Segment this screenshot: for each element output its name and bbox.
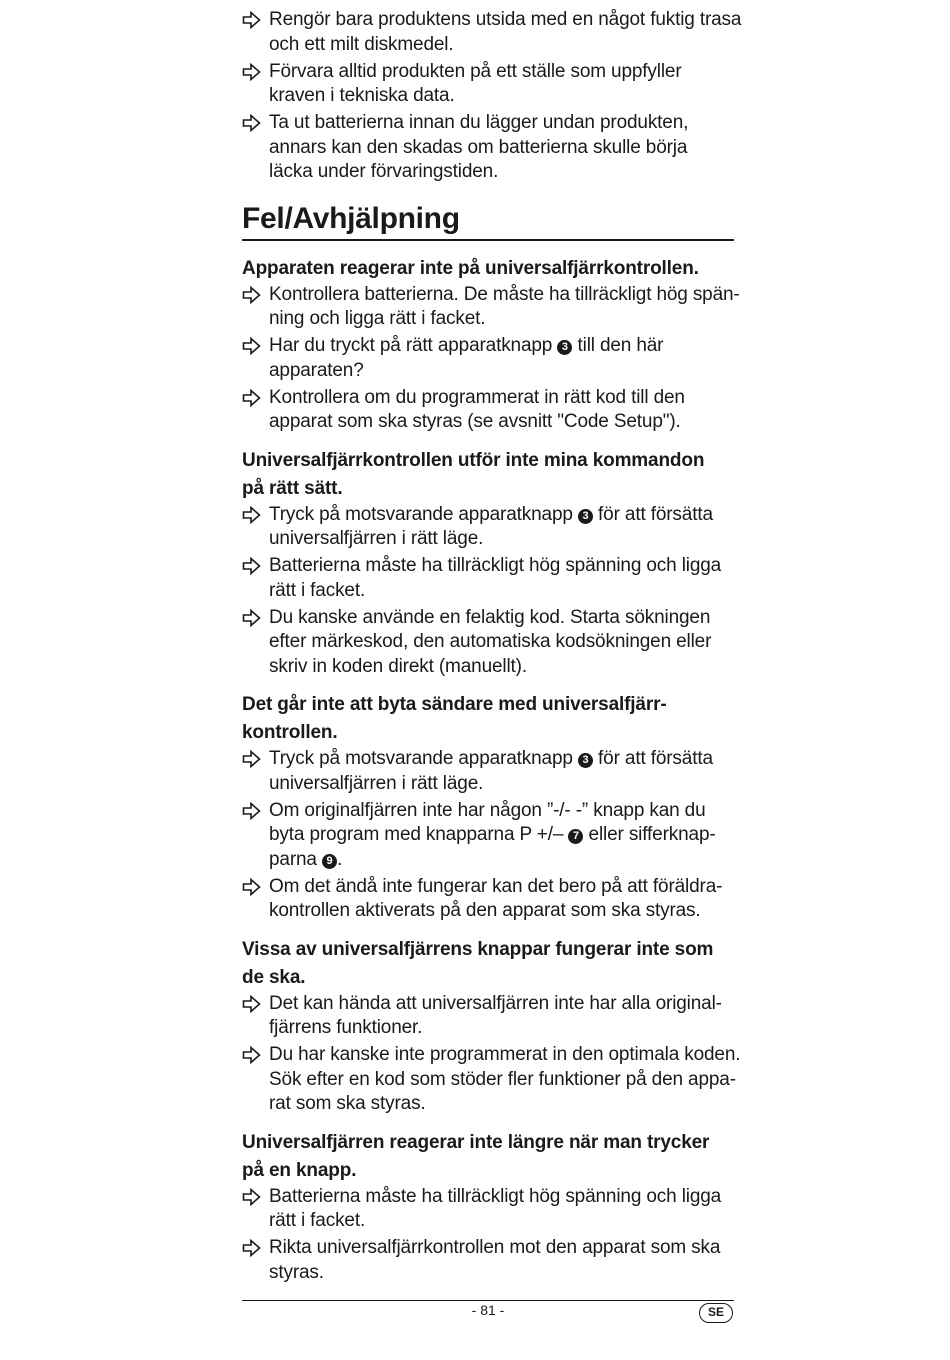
reference-number-badge: 3: [557, 340, 572, 355]
issue-heading: [242, 1129, 734, 1185]
text-line: Tryck på motsvarande apparatknapp 3 för att försätta: [269, 503, 713, 525]
bullet-item: [242, 1043, 741, 1117]
text-line: Rikta universalfjärrkontrollen mot den apparat som ska: [269, 1237, 721, 1258]
text-line: de ska.: [242, 966, 306, 988]
text-line: fjärrens funktioner.: [269, 1017, 423, 1038]
bullet-item: [242, 386, 734, 435]
text-line: Tryck på motsvarande apparatknapp 3 för att försätta: [269, 748, 713, 769]
text-line: Universalfjärrkontrollen utför inte mina kommandon: [242, 449, 705, 471]
text-line: parna 9 .: [269, 848, 343, 870]
text-line: och ett milt diskmedel.: [269, 33, 454, 55]
text-line: Kontrollera batterierna. De måste ha tillräckligt hög spän-: [269, 283, 740, 305]
text-line: kontrollen aktiverats på den apparat som ska styras.: [269, 900, 701, 921]
issue-heading: [242, 255, 734, 283]
text-line: Om originalfjärren inte har någon ”-/- -” knapp kan du: [269, 799, 706, 821]
text-line: Ta ut batterierna innan du lägger undan produkten,: [269, 112, 689, 133]
text-line: rätt i facket.: [269, 1210, 366, 1231]
text-line: skriv in koden direkt (manuellt).: [269, 655, 527, 677]
issue-group: [242, 936, 741, 1117]
text-line: på rätt sätt.: [242, 477, 343, 499]
arrow-right-icon: [242, 607, 262, 629]
text-line: kontrollen.: [242, 722, 338, 743]
language-badge: SE: [699, 1303, 733, 1323]
bullet-item: [242, 875, 734, 924]
bullet-item: [242, 111, 734, 185]
text-line: rätt i facket.: [269, 579, 366, 601]
text-line: Batterierna måste ha tillräckligt hög spänning och ligga: [269, 555, 722, 576]
text-line: Sök efter en kod som stöder fler funktioner på den appa-: [269, 1068, 736, 1090]
arrow-right-icon: [242, 1044, 262, 1066]
bullet-item: [242, 606, 734, 680]
arrow-right-icon: [242, 387, 262, 409]
text-line: Det kan hända att universalfjärren inte har alla original-: [269, 992, 722, 1014]
text-line: annars kan den skadas om batterierna skulle börja: [269, 136, 688, 158]
troubleshooting-list: [242, 255, 741, 1286]
issue-group: [242, 691, 734, 924]
text-line: Har du tryckt på rätt apparatknapp 3 till den här: [269, 335, 664, 356]
issue-group: [242, 255, 740, 435]
text-line: Förvara alltid produkten på ett ställe som uppfyller: [269, 60, 682, 82]
reference-number-badge: 7: [568, 829, 583, 844]
bullet-item: [242, 747, 734, 796]
text-line: Du har kanske inte programmerat in den optimala koden.: [269, 1044, 741, 1065]
issue-group: [242, 447, 734, 680]
arrow-right-icon: [242, 504, 262, 526]
text-line: rat som ska styras.: [269, 1093, 426, 1114]
arrow-right-icon: [242, 61, 262, 83]
text-line: Kontrollera om du programmerat in rätt kod till den: [269, 386, 685, 408]
text-line: Universalfjärren reagerar inte längre när man trycker: [242, 1131, 710, 1153]
bullet-item: [242, 8, 742, 57]
section-title: Fel/Avhjälpning: [242, 201, 734, 241]
text-line: styras.: [269, 1261, 324, 1283]
arrow-right-icon: [242, 876, 262, 898]
text-line: efter märkeskod, den automatiska kodsökningen eller: [269, 631, 712, 652]
arrow-right-icon: [242, 1186, 262, 1208]
reference-number-badge: 9: [322, 854, 337, 869]
text-line: byta program med knapparna P +/– 7 eller sifferknap-: [269, 824, 716, 845]
arrow-right-icon: [242, 335, 262, 357]
text-line: kraven i tekniska data.: [269, 85, 455, 106]
bullet-item: [242, 992, 734, 1041]
issue-heading: [242, 691, 734, 747]
arrow-right-icon: [242, 800, 262, 822]
arrow-right-icon: [242, 9, 262, 31]
text-line: Du kanske använde en felaktig kod. Starta sökningen: [269, 606, 711, 628]
text-line: apparaten?: [269, 359, 364, 381]
bullet-item: [242, 334, 734, 383]
bullet-item: [242, 283, 740, 332]
text-line: ning och ligga rätt i facket.: [269, 308, 486, 329]
page-number: - 81 -: [471, 1302, 505, 1318]
text-line: apparat som ska styras (se avsnitt "Code Setup").: [269, 411, 681, 432]
arrow-right-icon: [242, 112, 262, 134]
arrow-right-icon: [242, 993, 262, 1015]
issue-group: [242, 1129, 734, 1286]
text-line: läcka under förvaringstiden.: [269, 161, 499, 182]
text-line: Vissa av universalfjärrens knappar fungerar inte som: [242, 938, 714, 960]
bullet-item: [242, 60, 734, 109]
bullet-item: [242, 554, 734, 603]
arrow-right-icon: [242, 1237, 262, 1259]
intro-bullet-list: [242, 8, 742, 185]
text-line: Om det ändå inte fungerar kan det bero på att föräldra-: [269, 875, 723, 897]
text-line: på en knapp.: [242, 1159, 357, 1181]
document-page: [242, 8, 742, 1288]
text-line: universalfjärren i rätt läge.: [269, 528, 484, 549]
reference-number-badge: 3: [578, 509, 593, 524]
bullet-item: [242, 1185, 734, 1234]
arrow-right-icon: [242, 284, 262, 306]
text-line: Rengör bara produktens utsida med en något fuktig trasa: [269, 9, 742, 30]
reference-number-badge: 3: [578, 753, 593, 768]
text-line: universalfjärren i rätt läge.: [269, 772, 484, 794]
bullet-item: [242, 503, 734, 552]
text-line: Batterierna måste ha tillräckligt hög spänning och ligga: [269, 1185, 722, 1207]
bullet-item: [242, 799, 734, 873]
bullet-item: [242, 1236, 734, 1285]
footer-rule: [242, 1300, 734, 1301]
arrow-right-icon: [242, 748, 262, 770]
issue-heading: [242, 936, 734, 992]
arrow-right-icon: [242, 555, 262, 577]
text-line: Apparaten reagerar inte på universalfjärrkontrollen.: [242, 257, 699, 279]
text-line: Det går inte att byta sändare med universalfjärr-: [242, 694, 667, 715]
issue-heading: [242, 447, 734, 503]
